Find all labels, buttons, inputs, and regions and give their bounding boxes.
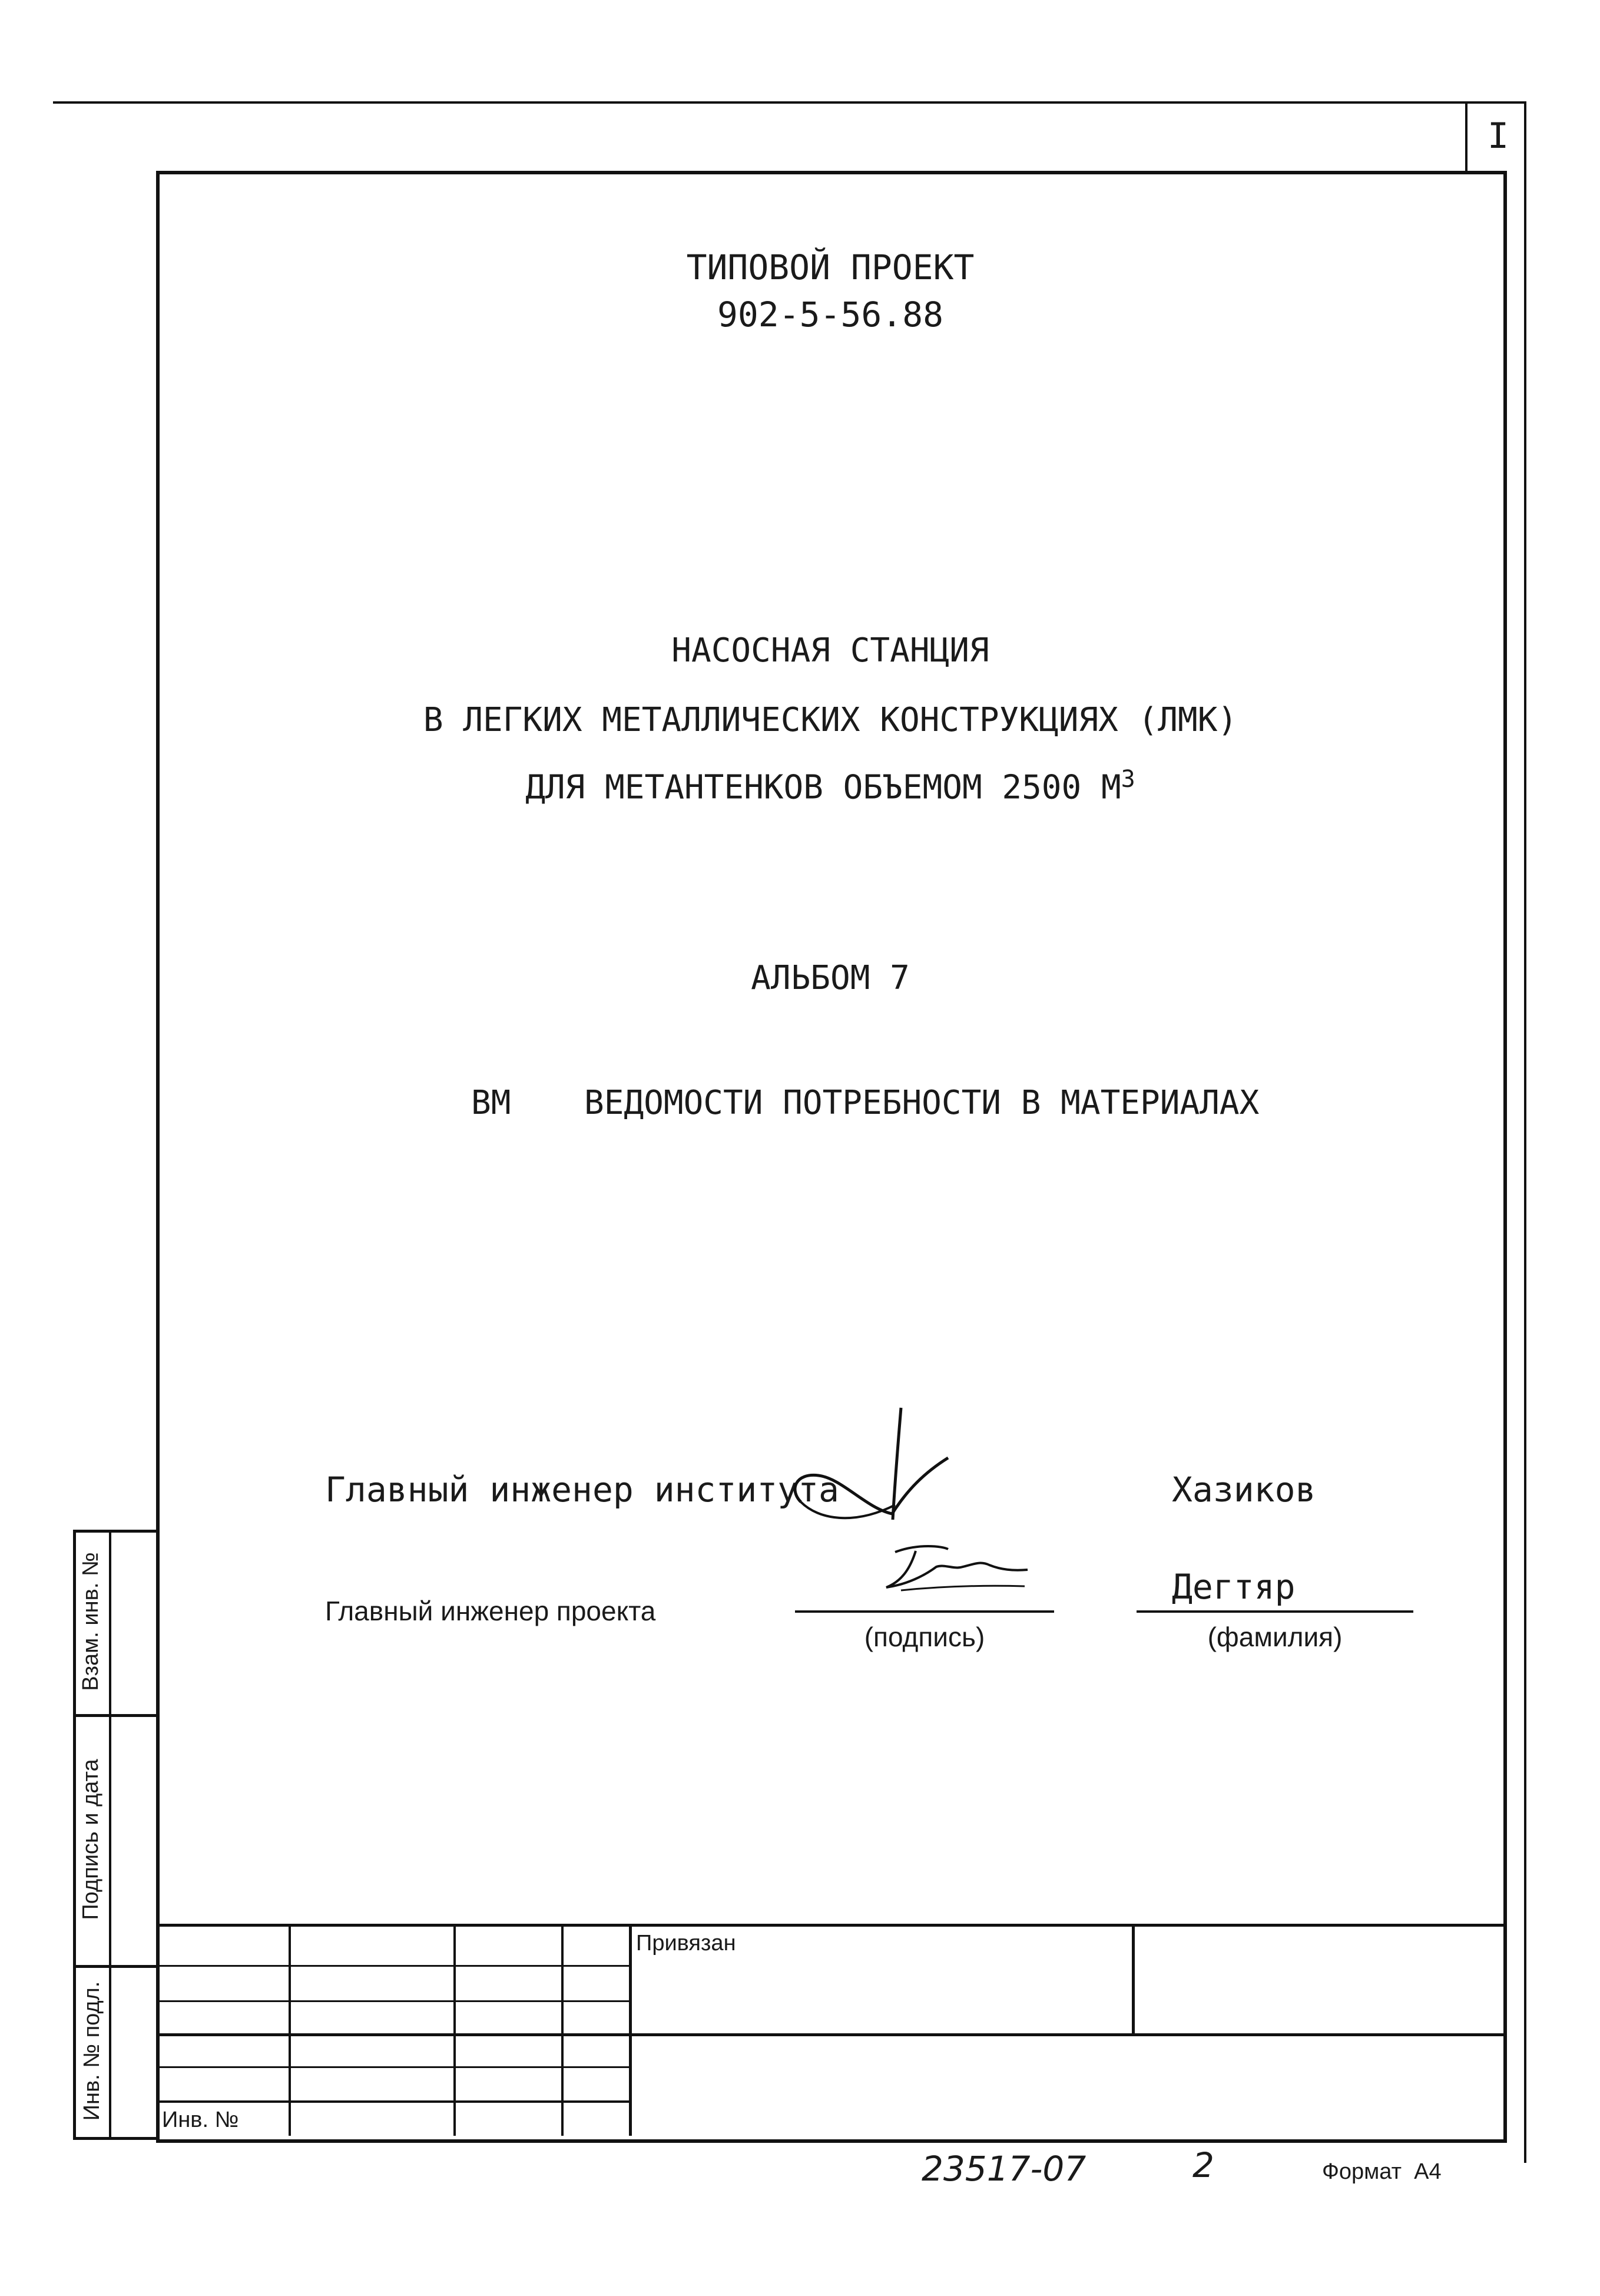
subject-line-2: В ЛЕГКИХ МЕТАЛЛИЧЕСКИХ КОНСТРУКЦИЯХ (ЛМК) (423, 701, 1238, 739)
bottom-stamp-row-3 (156, 2033, 1503, 2036)
bound-label: Привязан (636, 1931, 736, 1956)
chief-institute-signature (777, 1402, 960, 1537)
subject-line-3-text: ДЛЯ МЕТАНТЕНКОВ ОБЪЕМОМ 2500 М (525, 768, 1121, 807)
page-number: 2 (1192, 2145, 1214, 2185)
bottom-stamp-row-5 (156, 2100, 632, 2103)
signature-caption: (подпись) (864, 1622, 985, 1652)
bottom-stamp-col-4 (629, 1924, 632, 2136)
bottom-stamp-row-2 (156, 2000, 632, 2002)
surname-caption: (фамилия) (1207, 1622, 1343, 1652)
project-number: 902-5-56.88 (717, 295, 944, 335)
album-title: АЛЬБОМ 7 (751, 959, 910, 997)
section-code: ВМ (471, 1084, 511, 1122)
cubic-superscript: 3 (1121, 766, 1135, 793)
chief-institute-name: Хазиков (1172, 1470, 1316, 1510)
format-label: Формат А4 (1322, 2159, 1442, 2184)
top-rule (53, 101, 1525, 104)
bottom-stamp-row-4 (156, 2066, 632, 2068)
sheet-marker: I (1487, 115, 1509, 157)
document-number: 23517-07 (922, 2149, 1086, 2189)
side-stamp-left-border (73, 1530, 76, 2139)
inv-no-label: Инв. № (162, 2108, 239, 2132)
sheet-box-right-border (1524, 101, 1526, 2163)
side-stamp-inv-original: Инв. № подл. (79, 1981, 104, 2121)
side-stamp-replace-inv: Взам. инв. № (78, 1552, 103, 1691)
bottom-stamp-row-1 (156, 1965, 632, 1967)
bottom-stamp-col-5 (1132, 1924, 1135, 2034)
bottom-stamp-col-3 (561, 1924, 564, 2136)
sheet-box-left-border (1465, 101, 1468, 172)
main-frame (156, 171, 1507, 2143)
side-stamp-sign-date: Подпись и дата (78, 1759, 103, 1920)
project-type-title: ТИПОВОЙ ПРОЕКТ (686, 247, 975, 287)
bottom-stamp-col-2 (453, 1924, 456, 2136)
bottom-stamp-col-1 (289, 1924, 291, 2136)
bottom-stamp-top (156, 1924, 1503, 1927)
subject-line-1: НАСОСНАЯ СТАНЦИЯ (671, 631, 989, 670)
chief-institute-label: Главный инженер института (325, 1470, 839, 1510)
chief-project-label: Главный инженер проекта (325, 1596, 656, 1626)
side-stamp-bottom (73, 2137, 158, 2140)
chief-project-signature (860, 1534, 1036, 1599)
section-name: ВЕДОМОСТИ ПОТРЕБНОСТИ В МАТЕРИАЛАХ (584, 1084, 1260, 1122)
subject-line-3 (159, 766, 1502, 807)
side-stamp-divider (109, 1530, 111, 2139)
signature-underline (795, 1610, 1054, 1613)
surname-underline (1137, 1610, 1413, 1613)
chief-project-name: Дегтяр (1172, 1567, 1296, 1607)
